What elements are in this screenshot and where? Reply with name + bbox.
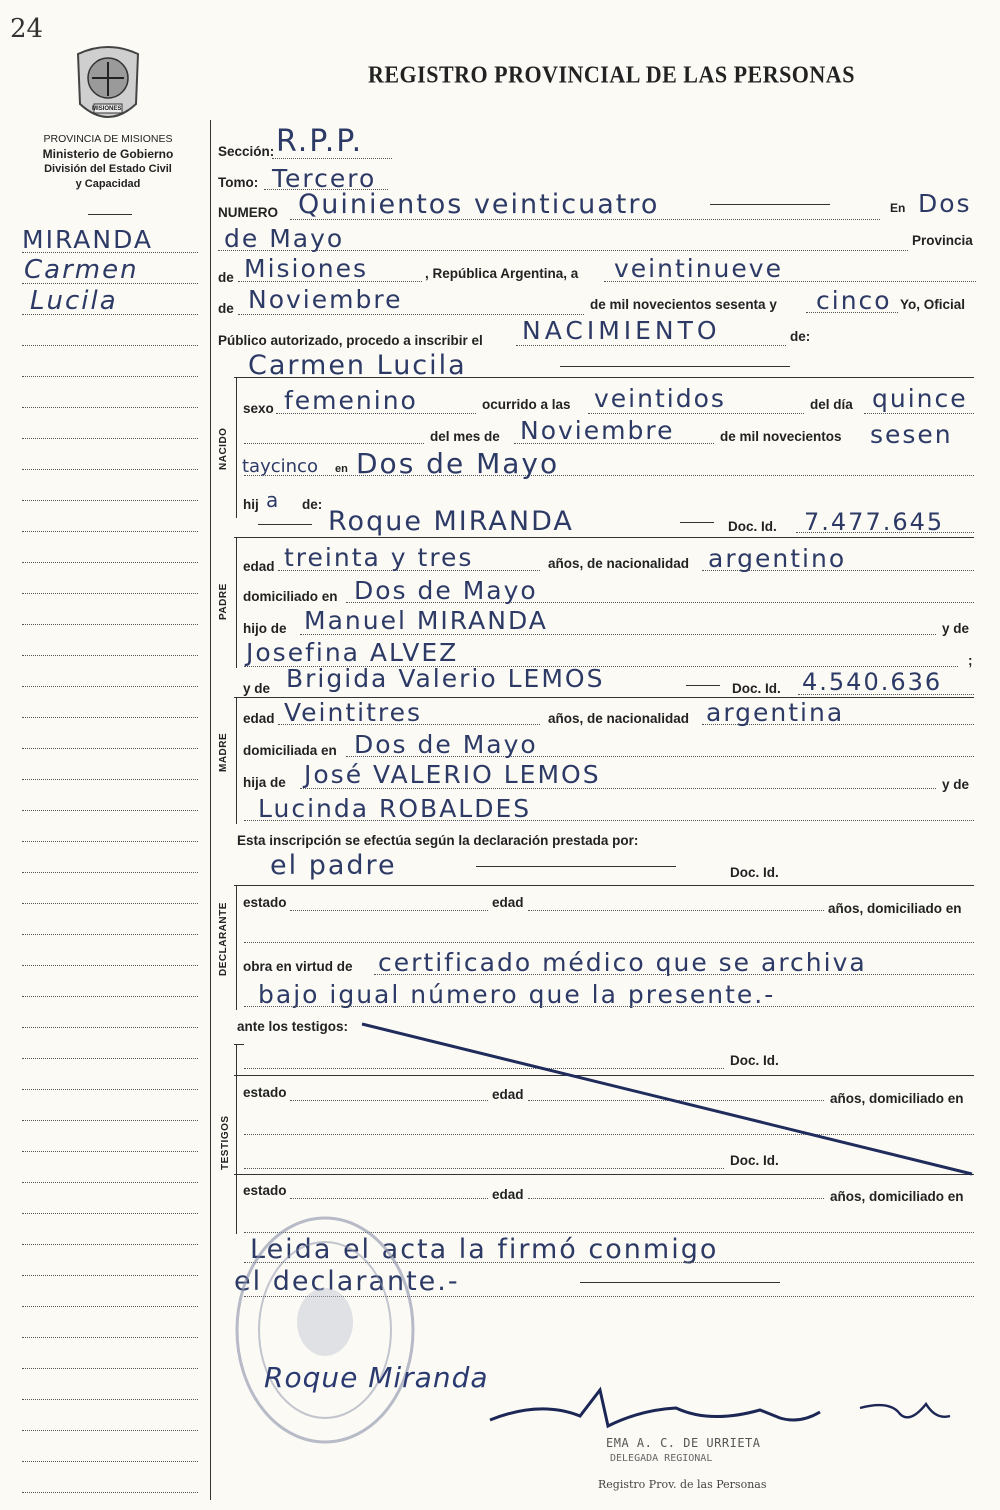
- value-lugar: Dos de Mayo: [356, 447, 560, 480]
- margin-first-name: Carmen: [24, 255, 139, 285]
- value-acto: NACIMIENTO: [522, 316, 721, 345]
- coat-of-arms-seal: [70, 44, 146, 128]
- value-padre-doc: 7.477.645: [804, 508, 945, 536]
- margin-second-name: Lucila: [30, 286, 118, 316]
- issuer-block: [10, 133, 206, 191]
- label-yo-oficial: Yo, Oficial: [900, 297, 966, 312]
- margin-rule: [22, 810, 198, 811]
- margin-rule: [22, 934, 198, 935]
- seal-text: MISIONES: [92, 106, 122, 112]
- bracket-nacido: [236, 378, 237, 518]
- value-hora: veintidos: [594, 384, 726, 413]
- margin-rule: [22, 1120, 198, 1121]
- official-stamp: [230, 1212, 420, 1448]
- line-mes-pre: [244, 443, 424, 444]
- value-padre-nombre: Roque MIRANDA: [328, 506, 574, 537]
- label-testigo1-edad: edad: [492, 1087, 524, 1102]
- value-madre-edad: Veintitres: [284, 698, 423, 727]
- label-declarante-doc: Doc. Id.: [730, 865, 779, 880]
- stamp-role: DELEGADA REGIONAL: [610, 1453, 713, 1464]
- line-hora: [588, 413, 804, 414]
- margin-rule: [22, 1213, 198, 1214]
- margin-rule: [22, 1058, 198, 1059]
- issuer-province: PROVINCIA DE MISIONES: [43, 133, 173, 145]
- line-dia: [864, 413, 974, 414]
- margin-rule: [22, 686, 198, 687]
- value-madre-nombre: Brigida Valerio LEMOS: [286, 664, 605, 693]
- line-declarante-estado: [290, 910, 488, 911]
- label-de-mil: de mil novecientos sesenta y: [590, 297, 777, 312]
- label-madre-y-de2: y de: [942, 777, 970, 792]
- label-testigo1-estado: estado: [243, 1085, 287, 1100]
- dash-numero: [710, 204, 830, 205]
- label-tomo: Tomo:: [218, 175, 259, 190]
- value-obra-1: certificado médico que se archiva: [378, 948, 867, 977]
- value-obra-2: bajo igual número que la presente.-: [258, 980, 776, 1009]
- signature-1: Roque Miranda: [264, 1361, 489, 1394]
- issuer-underline: [88, 214, 132, 215]
- issuer-capacity: y Capacidad: [75, 177, 141, 190]
- line-testigo2-edad: [528, 1198, 824, 1199]
- value-anio-nac-cont: taycinco: [242, 456, 318, 477]
- label-declarante-edad: edad: [492, 895, 524, 910]
- label-republica: , República Argentina, a: [425, 266, 579, 281]
- margin-rule: [22, 624, 198, 625]
- label-testigo2-doc: Doc. Id.: [730, 1153, 779, 1168]
- value-madre-hija-de: José VALERIO LEMOS: [304, 760, 601, 789]
- margin-rule: [22, 748, 198, 749]
- label-madre: MADRE: [218, 732, 229, 772]
- line-declarante-dom: [244, 942, 974, 943]
- page-number: 24: [10, 14, 44, 44]
- margin-rule: [22, 1182, 198, 1183]
- label-en: En: [890, 201, 906, 215]
- label-provincia: Provincia: [912, 233, 973, 248]
- margin-rule: [22, 1244, 198, 1245]
- value-madre-nac: argentina: [706, 698, 845, 727]
- margin-rule: [22, 1430, 198, 1431]
- margin-surname: MIRANDA: [22, 225, 154, 254]
- margin-rule: [22, 1368, 198, 1369]
- margin-rule: [22, 903, 198, 904]
- margin-rule: [22, 1151, 198, 1152]
- value-en: Dos: [918, 189, 972, 218]
- label-declarante-anos: años, domiciliado en: [828, 901, 962, 916]
- label-padre-hijo-de: hijo de: [243, 621, 287, 636]
- label-padre-y-de: y de: [942, 621, 970, 636]
- value-tomo: Tercero: [272, 164, 377, 193]
- label-madre-edad: edad: [243, 711, 275, 726]
- label-padre: PADRE: [218, 583, 229, 620]
- margin-rule: [22, 655, 198, 656]
- line-obra-2: [244, 1006, 974, 1007]
- value-declarante: el padre: [270, 850, 397, 881]
- label-seccion: Sección:: [218, 144, 275, 159]
- dash-padre: [680, 522, 714, 523]
- signature-2: [480, 1380, 960, 1440]
- margin-rule: [22, 996, 198, 997]
- value-numero: Quinientos veinticuatro: [298, 189, 660, 220]
- margin-rule: [22, 1492, 198, 1493]
- margin-rule: [22, 407, 198, 408]
- issuer-division: División del Estado Civil: [44, 163, 172, 176]
- label-en-lugar: en: [335, 463, 348, 475]
- label-testigo1-anos: años, domiciliado en: [830, 1091, 964, 1106]
- margin-rule: [22, 1089, 198, 1090]
- label-numero: NUMERO: [218, 205, 278, 220]
- margin-rule: [22, 1027, 198, 1028]
- margin-divider: [210, 120, 211, 1500]
- margin-rule: [22, 562, 198, 563]
- label-madre-hija-de: hija de: [243, 775, 286, 790]
- label-declarante-estado: estado: [243, 895, 287, 910]
- label-obra: obra en virtud de: [243, 959, 353, 974]
- line-declarante-edad: [528, 910, 824, 911]
- margin-rule: [22, 779, 198, 780]
- section-line-testigos-top: [234, 1044, 244, 1045]
- label-testigo1-doc: Doc. Id.: [730, 1053, 779, 1068]
- line-testigo2-estado: [290, 1198, 488, 1199]
- value-provincia: Misiones: [244, 254, 369, 283]
- section-line-nacido-top: [234, 377, 974, 378]
- label-testigos: TESTIGOS: [220, 1115, 231, 1170]
- label-testigo2-edad: edad: [492, 1187, 524, 1202]
- value-nombre: Carmen Lucila: [248, 350, 467, 381]
- dash-cierre: [580, 1282, 780, 1283]
- bracket-padre: [236, 538, 237, 668]
- bracket-testigos: [236, 1044, 237, 1234]
- value-cierre-2: el declarante.-: [234, 1266, 460, 1297]
- line-fecha-mes: [238, 314, 584, 315]
- bracket-declarante: [236, 886, 237, 1010]
- line-lugar-nac: [244, 475, 974, 476]
- issuer-ministry: Ministerio de Gobierno: [42, 146, 174, 161]
- dash-madre: [686, 685, 720, 686]
- margin-rule: [22, 438, 198, 439]
- label-de-padres: de:: [302, 497, 323, 512]
- label-sexo: sexo: [243, 401, 274, 416]
- label-esta-inscripcion: Esta inscripción se efectúa según la declaración prestada por:: [237, 833, 639, 848]
- label-madre-y-de: y de: [243, 681, 271, 696]
- label-ante-testigos: ante los testigos:: [237, 1019, 349, 1034]
- line-obra-1: [374, 974, 974, 975]
- value-madre-doc: 4.540.636: [802, 668, 943, 696]
- value-anio: cinco: [816, 286, 892, 315]
- label-padre-doc: Doc. Id.: [728, 519, 777, 534]
- stamp-name: EMA A. C. DE URRIETA: [606, 1436, 761, 1450]
- label-ocurrido: ocurrido a las: [482, 397, 571, 412]
- margin-rule: [22, 345, 198, 346]
- margin-rule: [22, 531, 198, 532]
- margin-rule: [22, 1399, 198, 1400]
- margin-rule: [22, 1461, 198, 1462]
- label-declarante: DECLARANTE: [218, 902, 229, 976]
- label-padre-dom: domiciliado en: [243, 589, 338, 604]
- label-mil-nov: de mil novecientos: [720, 429, 842, 444]
- label-madre-dom: domiciliada en: [243, 743, 337, 758]
- value-padre-edad: treinta y tres: [284, 543, 474, 572]
- value-padre-y-de: Josefina ALVEZ: [246, 638, 459, 667]
- value-mes: Noviembre: [520, 416, 675, 445]
- margin-rule: [22, 717, 198, 718]
- label-del-dia: del día: [810, 397, 853, 412]
- margin-rule: [22, 376, 198, 377]
- value-sexo: femenino: [284, 386, 418, 415]
- label-madre-doc: Doc. Id.: [732, 681, 781, 696]
- value-padre-nac: argentino: [708, 544, 847, 573]
- value-dia: quince: [872, 384, 968, 413]
- margin-rule: [22, 872, 198, 873]
- dash-nombre: [560, 366, 790, 367]
- margin-rule: [22, 593, 198, 594]
- value-cierre-1: Leida el acta la firmó conmigo: [250, 1234, 719, 1265]
- value-padre-dom: Dos de Mayo: [354, 576, 538, 605]
- margin-rule: [22, 1306, 198, 1307]
- section-line-declarante-top: [234, 885, 974, 886]
- page-title: REGISTRO PROVINCIAL DE LAS PERSONAS: [368, 60, 855, 89]
- label-de-mes: de: [218, 301, 234, 316]
- dash-padre-pre: [258, 524, 312, 525]
- margin-rule: [22, 469, 198, 470]
- label-testigo2-anos: años, domiciliado en: [830, 1189, 964, 1204]
- label-de-provincia: de: [218, 270, 234, 285]
- margin-rule: [22, 500, 198, 501]
- bracket-madre: [236, 698, 237, 824]
- value-anio-nac: sesen: [870, 420, 953, 449]
- label-del-mes: del mes de: [430, 429, 500, 444]
- value-hij-suffix: a: [266, 488, 281, 512]
- stamp-office: Registro Prov. de las Personas: [598, 1478, 767, 1491]
- value-padre-hijo-de: Manuel MIRANDA: [304, 606, 548, 635]
- line-acto: [516, 345, 786, 346]
- value-en-cont: de Mayo: [224, 224, 345, 253]
- margin-rule: [22, 1337, 198, 1338]
- value-madre-y-de: Lucinda ROBALDES: [258, 794, 532, 823]
- margin-rule: [22, 1275, 198, 1276]
- label-padre-edad: edad: [243, 559, 275, 574]
- margin-rule: [22, 965, 198, 966]
- value-madre-dom: Dos de Mayo: [354, 730, 538, 759]
- value-fecha-mes: Noviembre: [248, 285, 403, 314]
- margin-rule: [22, 841, 198, 842]
- value-fecha-dia: veintinueve: [614, 254, 783, 283]
- label-padre-nac: años, de nacionalidad: [548, 556, 690, 571]
- label-hij: hij: [243, 497, 259, 512]
- label-publico: Público autorizado, procedo a inscribir el: [218, 333, 483, 348]
- margin-rule: [22, 283, 198, 284]
- margin-rule: [22, 252, 198, 253]
- label-semicolon: ;: [968, 653, 973, 668]
- cancellation-stroke: [360, 1018, 980, 1178]
- label-nacido: NACIDO: [218, 427, 229, 470]
- label-madre-nac: años, de nacionalidad: [548, 711, 690, 726]
- label-testigo2-estado: estado: [243, 1183, 287, 1198]
- label-de-colon: de:: [790, 329, 811, 344]
- value-seccion: R.P.P.: [276, 124, 364, 159]
- section-line-padre-top: [234, 537, 974, 538]
- dash-declarante: [476, 866, 676, 867]
- margin-rule: [22, 314, 198, 315]
